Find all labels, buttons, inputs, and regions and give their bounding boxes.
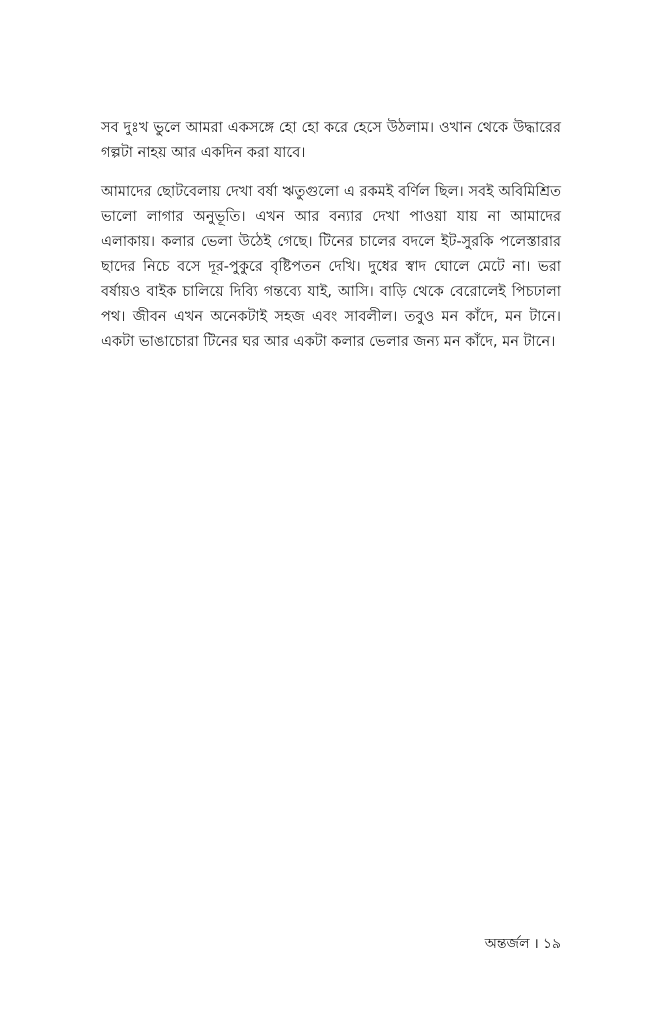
body-text	[101, 116, 561, 369]
paragraph-1: সব দুঃখ ভুলে আমরা একসঙ্গে হো হো করে হেসে উঠলাম। ওখান থেকে উদ্ধারের গল্পটা নাহয় আর একদিন করা যাবে।	[101, 120, 561, 161]
footer-separator: ।	[533, 936, 539, 952]
page-number: ১৯	[542, 936, 561, 952]
paragraph-2: আমাদের ছোটবেলায় দেখা বর্ষা ঋতুগুলো এ রকমই বর্ণিল ছিল। সবই অবিমিশ্রিত ভালো লাগার অনুভূতি। এখন আর বন্যার দেখা পাওয়া যায় না আমাদের এলাকায়। কলার ভেলা উঠেই গেছে। টিনের চালের বদলে ইট-সুরকি পলেস্তারার ছাদের নিচে বসে দূর-পুকুরে বৃষ্টিপতন দেখি। দুধের স্বাদ ঘোলে মেটে না। ভরা বর্ষায়ও বাইক চালিয়ে দিব্যি গন্তব্যে যাই, আসি। বাড়ি থেকে বেরোলেই পিচঢালা পথ। জীবন এখন অনেকটাই সহজ এবং সাবলীল। তবুও মন কাঁদে, মন টানে। একটা ভাঙাচোরা টিনের ঘর আর একটা কলার ভেলার জন্য মন কাঁদে, মন টানে।	[101, 184, 561, 350]
page-footer	[485, 934, 561, 954]
running-title: অন্তর্জল	[484, 936, 530, 952]
